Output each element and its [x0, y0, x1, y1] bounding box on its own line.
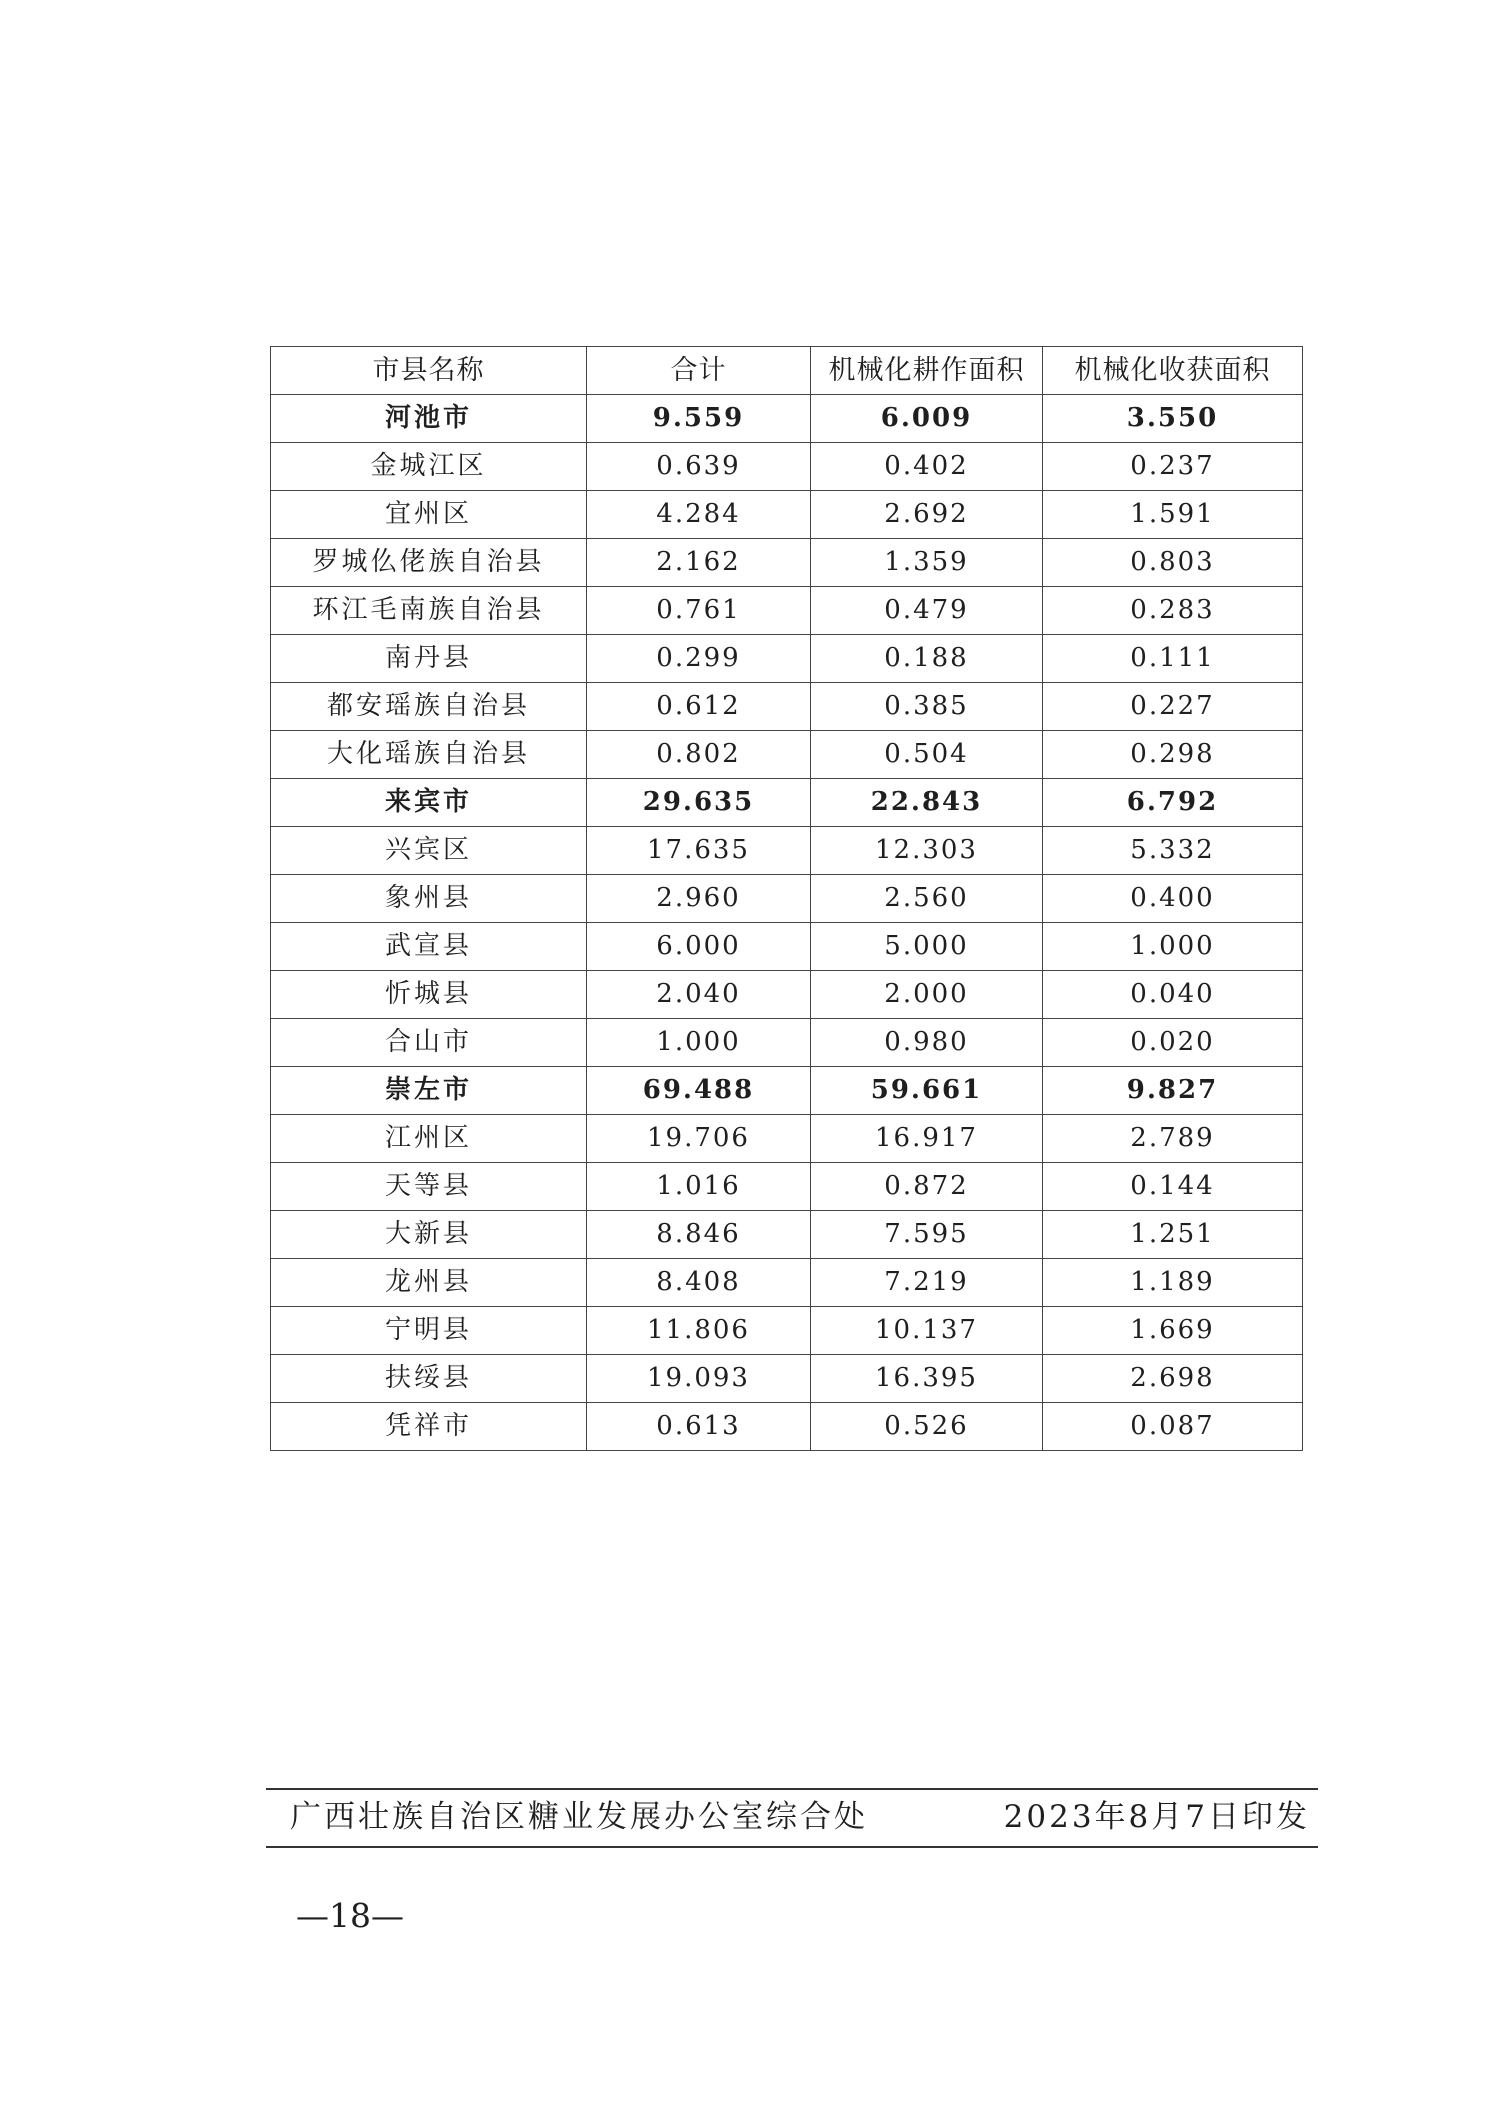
cell-harvest-area: 2.698 [1043, 1355, 1303, 1403]
table-row [271, 827, 1303, 875]
cell-county-name: 合山市 [271, 1019, 587, 1067]
footer-bottom-rule [266, 1846, 1318, 1848]
cell-total: 2.162 [587, 539, 811, 587]
cell-county-name: 南丹县 [271, 635, 587, 683]
cell-harvest-area: 0.283 [1043, 587, 1303, 635]
page-number: —18— [296, 1896, 404, 1935]
table-header-row [271, 347, 1303, 395]
cell-tillage-area: 7.219 [811, 1259, 1043, 1307]
cell-harvest-area: 0.020 [1043, 1019, 1303, 1067]
cell-county-name: 宜州区 [271, 491, 587, 539]
cell-county-name: 武宣县 [271, 923, 587, 971]
cell-harvest-area: 9.827 [1043, 1067, 1303, 1115]
table-row [271, 731, 1303, 779]
cell-total: 0.639 [587, 443, 811, 491]
cell-county-name: 金城江区 [271, 443, 587, 491]
cell-harvest-area: 3.550 [1043, 395, 1303, 443]
cell-harvest-area: 0.803 [1043, 539, 1303, 587]
footer-top-rule [266, 1788, 1318, 1790]
cell-harvest-area: 1.669 [1043, 1307, 1303, 1355]
mechanization-area-table [270, 346, 1303, 1451]
cell-total: 6.000 [587, 923, 811, 971]
table-body [271, 395, 1303, 1451]
cell-tillage-area: 16.917 [811, 1115, 1043, 1163]
footer-issuing-office: 广西壮族自治区糖业发展办公室综合处 [290, 1799, 868, 1835]
cell-harvest-area: 1.591 [1043, 491, 1303, 539]
cell-tillage-area: 10.137 [811, 1307, 1043, 1355]
table-row [271, 1115, 1303, 1163]
cell-county-name: 凭祥市 [271, 1403, 587, 1451]
cell-tillage-area: 0.526 [811, 1403, 1043, 1451]
cell-county-name: 扶绥县 [271, 1355, 587, 1403]
cell-total: 11.806 [587, 1307, 811, 1355]
table-row [271, 491, 1303, 539]
cell-county-name: 环江毛南族自治县 [271, 587, 587, 635]
table-row-city [271, 1067, 1303, 1115]
cell-tillage-area: 0.402 [811, 443, 1043, 491]
cell-harvest-area: 0.040 [1043, 971, 1303, 1019]
header-mechanized-harvest-area: 机械化收获面积 [1043, 347, 1303, 395]
table-row [271, 1211, 1303, 1259]
cell-county-name: 宁明县 [271, 1307, 587, 1355]
cell-county-name: 天等县 [271, 1163, 587, 1211]
table-row [271, 1307, 1303, 1355]
cell-tillage-area: 2.560 [811, 875, 1043, 923]
cell-harvest-area: 0.144 [1043, 1163, 1303, 1211]
table-row [271, 971, 1303, 1019]
cell-total: 69.488 [587, 1067, 811, 1115]
cell-tillage-area: 2.692 [811, 491, 1043, 539]
table-row [271, 635, 1303, 683]
cell-tillage-area: 0.385 [811, 683, 1043, 731]
header-mechanized-tillage-area: 机械化耕作面积 [811, 347, 1043, 395]
cell-total: 1.016 [587, 1163, 811, 1211]
cell-total: 29.635 [587, 779, 811, 827]
cell-harvest-area: 0.227 [1043, 683, 1303, 731]
cell-county-name: 象州县 [271, 875, 587, 923]
cell-total: 2.960 [587, 875, 811, 923]
cell-harvest-area: 6.792 [1043, 779, 1303, 827]
table-row [271, 1163, 1303, 1211]
cell-tillage-area: 1.359 [811, 539, 1043, 587]
cell-harvest-area: 0.237 [1043, 443, 1303, 491]
cell-tillage-area: 0.188 [811, 635, 1043, 683]
cell-total: 2.040 [587, 971, 811, 1019]
table-row [271, 923, 1303, 971]
cell-county-name: 河池市 [271, 395, 587, 443]
table-row [271, 1259, 1303, 1307]
cell-tillage-area: 0.479 [811, 587, 1043, 635]
table-row [271, 875, 1303, 923]
cell-county-name: 龙州县 [271, 1259, 587, 1307]
cell-tillage-area: 16.395 [811, 1355, 1043, 1403]
cell-county-name: 江州区 [271, 1115, 587, 1163]
cell-harvest-area: 0.111 [1043, 635, 1303, 683]
cell-tillage-area: 0.504 [811, 731, 1043, 779]
cell-tillage-area: 0.980 [811, 1019, 1043, 1067]
cell-tillage-area: 0.872 [811, 1163, 1043, 1211]
cell-total: 0.761 [587, 587, 811, 635]
cell-tillage-area: 5.000 [811, 923, 1043, 971]
table-row [271, 1019, 1303, 1067]
cell-county-name: 大新县 [271, 1211, 587, 1259]
table-row [271, 587, 1303, 635]
cell-total: 4.284 [587, 491, 811, 539]
header-total: 合计 [587, 347, 811, 395]
cell-harvest-area: 2.789 [1043, 1115, 1303, 1163]
cell-tillage-area: 6.009 [811, 395, 1043, 443]
cell-harvest-area: 0.298 [1043, 731, 1303, 779]
cell-total: 8.846 [587, 1211, 811, 1259]
cell-total: 1.000 [587, 1019, 811, 1067]
table-row [271, 683, 1303, 731]
cell-total: 8.408 [587, 1259, 811, 1307]
table-row [271, 443, 1303, 491]
cell-tillage-area: 22.843 [811, 779, 1043, 827]
cell-tillage-area: 12.303 [811, 827, 1043, 875]
cell-total: 19.706 [587, 1115, 811, 1163]
cell-total: 0.802 [587, 731, 811, 779]
cell-tillage-area: 2.000 [811, 971, 1043, 1019]
cell-harvest-area: 1.189 [1043, 1259, 1303, 1307]
cell-total: 9.559 [587, 395, 811, 443]
cell-total: 17.635 [587, 827, 811, 875]
cell-county-name: 大化瑶族自治县 [271, 731, 587, 779]
cell-harvest-area: 0.087 [1043, 1403, 1303, 1451]
header-county-name: 市县名称 [271, 347, 587, 395]
cell-county-name: 兴宾区 [271, 827, 587, 875]
cell-harvest-area: 1.251 [1043, 1211, 1303, 1259]
cell-county-name: 崇左市 [271, 1067, 587, 1115]
cell-total: 0.299 [587, 635, 811, 683]
cell-county-name: 都安瑶族自治县 [271, 683, 587, 731]
cell-tillage-area: 59.661 [811, 1067, 1043, 1115]
cell-total: 19.093 [587, 1355, 811, 1403]
footer-issue-date: 2023年8月7日印发 [1003, 1799, 1310, 1835]
cell-tillage-area: 7.595 [811, 1211, 1043, 1259]
cell-total: 0.613 [587, 1403, 811, 1451]
table-row [271, 1403, 1303, 1451]
cell-county-name: 罗城仫佬族自治县 [271, 539, 587, 587]
cell-harvest-area: 5.332 [1043, 827, 1303, 875]
table-row-city [271, 779, 1303, 827]
table-row [271, 539, 1303, 587]
table-row-city [271, 395, 1303, 443]
cell-total: 0.612 [587, 683, 811, 731]
cell-harvest-area: 1.000 [1043, 923, 1303, 971]
cell-county-name: 来宾市 [271, 779, 587, 827]
cell-harvest-area: 0.400 [1043, 875, 1303, 923]
cell-county-name: 忻城县 [271, 971, 587, 1019]
table-row [271, 1355, 1303, 1403]
